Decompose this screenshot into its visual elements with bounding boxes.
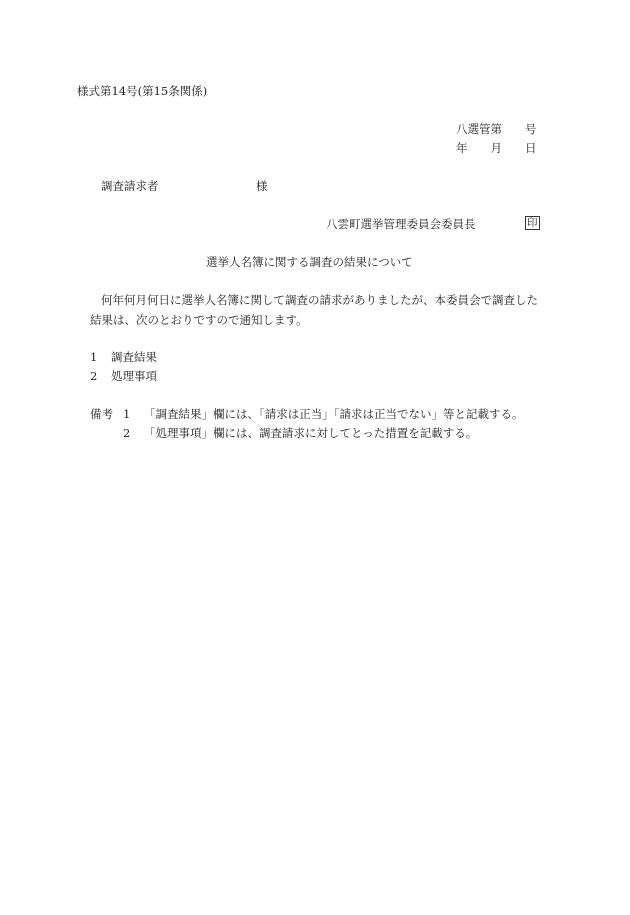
item-number: 1: [90, 350, 98, 364]
document-title: 選挙人名簿に関する調査の結果について: [206, 255, 413, 269]
addressee-honorific: 様: [256, 179, 268, 193]
body-text-line-1: 何年何月何日に選挙人名簿に関して調査の請求がありましたが、本委員会で調査した: [101, 293, 538, 307]
note-number: 2: [123, 426, 131, 440]
item-text: 処理事項: [110, 369, 157, 383]
sender-name: 八雲町選挙管理委員会委員長: [326, 217, 476, 231]
body-text-line-2: 結果は、次のとおりですので通知します。: [90, 313, 308, 327]
seal-mark: [523, 215, 540, 230]
note-text: 「処理事項」欄には、調査請求に対してとった措置を記載する。: [144, 426, 478, 440]
item-text: 調査結果: [110, 350, 157, 364]
addressee-name: 調査請求者: [101, 179, 159, 193]
note-text: 「調査結果」欄には、「請求は正当」「請求は正当でない」等と記載する。: [144, 407, 524, 421]
item-number: 2: [90, 369, 98, 383]
document-date: 年 月 日: [456, 141, 537, 155]
note-number: 1: [123, 407, 131, 421]
notes-label: 備考: [90, 407, 113, 421]
seal-text: 印: [527, 217, 538, 229]
form-label: 様式第14号(第15条関係): [77, 84, 208, 98]
document-number: 八選管第 号: [456, 122, 537, 136]
list-item: [90, 350, 157, 365]
list-item: [90, 369, 157, 384]
